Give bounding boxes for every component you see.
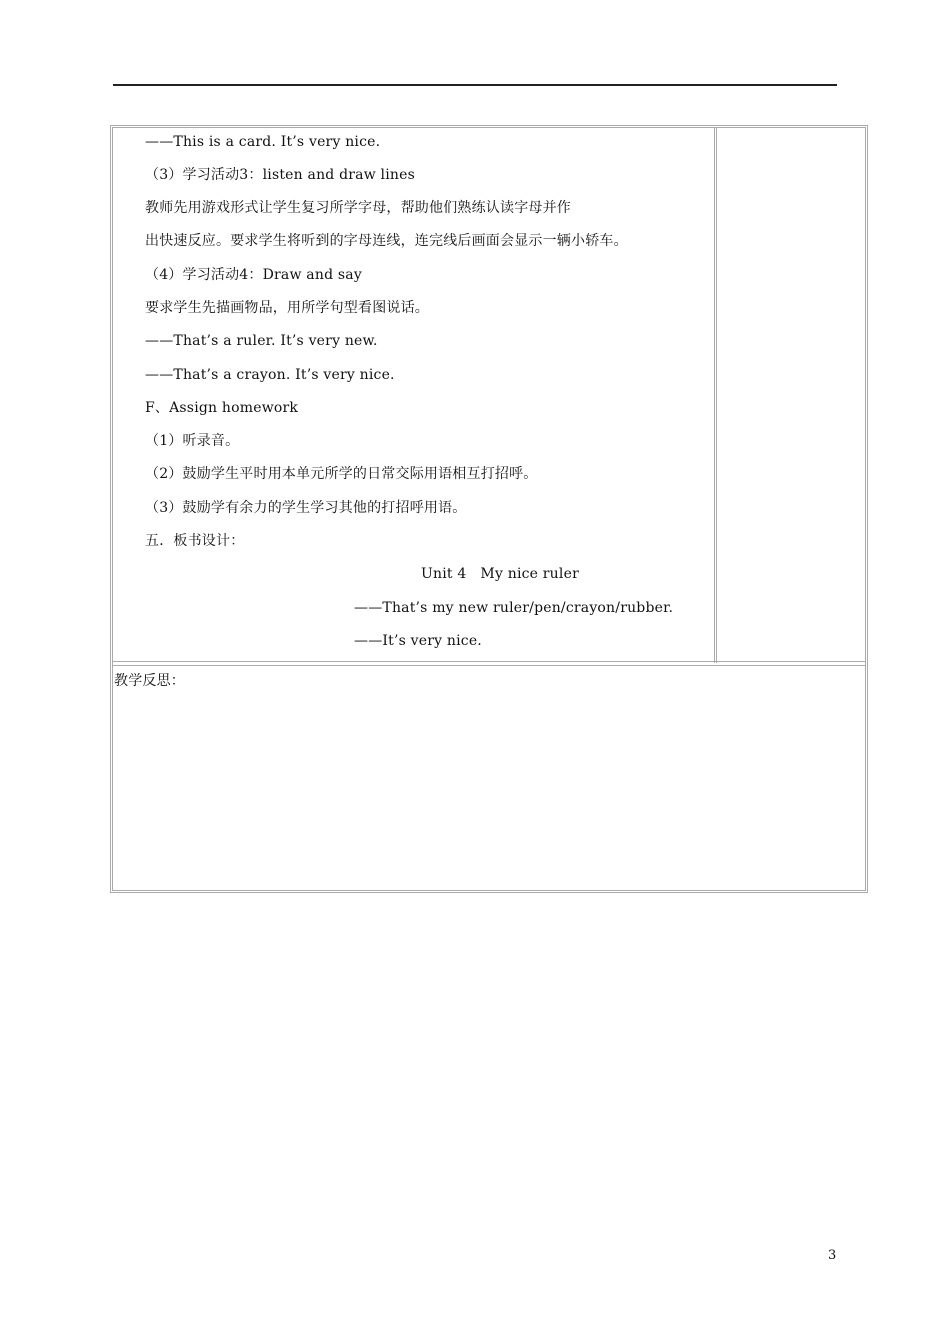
activity-heading: （4）学习活动4：Draw and say — [145, 267, 362, 283]
dialogue-line: ——This is a card. It’s very nice. — [145, 134, 381, 150]
reflection-label: 教学反思： — [114, 673, 185, 689]
board-line: ——It’s very nice. — [354, 633, 482, 649]
board-title: Unit 4 My nice ruler — [421, 566, 579, 582]
activity-heading: （3）学习活动3：listen and draw lines — [145, 167, 415, 183]
instruction-line: 要求学生先描画物品，用所学句型看图说话。 — [145, 300, 429, 316]
column-divider — [714, 128, 717, 663]
page-number: 3 — [828, 1248, 837, 1263]
dialogue-line: ——That’s a crayon. It’s very nice. — [145, 367, 395, 383]
section-heading: F、Assign homework — [145, 400, 299, 416]
section-heading: 五．板书设计： — [145, 533, 245, 549]
instruction-line: 教师先用游戏形式让学生复习所学字母，帮助他们熟练认读字母并作 — [145, 200, 571, 216]
instruction-line: 出快速反应。要求学生将听到的字母连线，连完线后画面会显示一辆小轿车。 — [145, 233, 628, 249]
header-rule — [113, 84, 837, 86]
homework-item: （3）鼓励学有余力的学生学习其他的打招呼用语。 — [145, 500, 467, 516]
row-divider — [113, 661, 865, 666]
board-line: ——That’s my new ruler/pen/crayon/rubber. — [354, 600, 674, 616]
dialogue-line: ——That’s a ruler. It’s very new. — [145, 333, 378, 349]
homework-item: （1）听录音。 — [145, 433, 240, 449]
homework-item: （2）鼓励学生平时用本单元所学的日常交际用语相互打招呼。 — [145, 466, 538, 482]
